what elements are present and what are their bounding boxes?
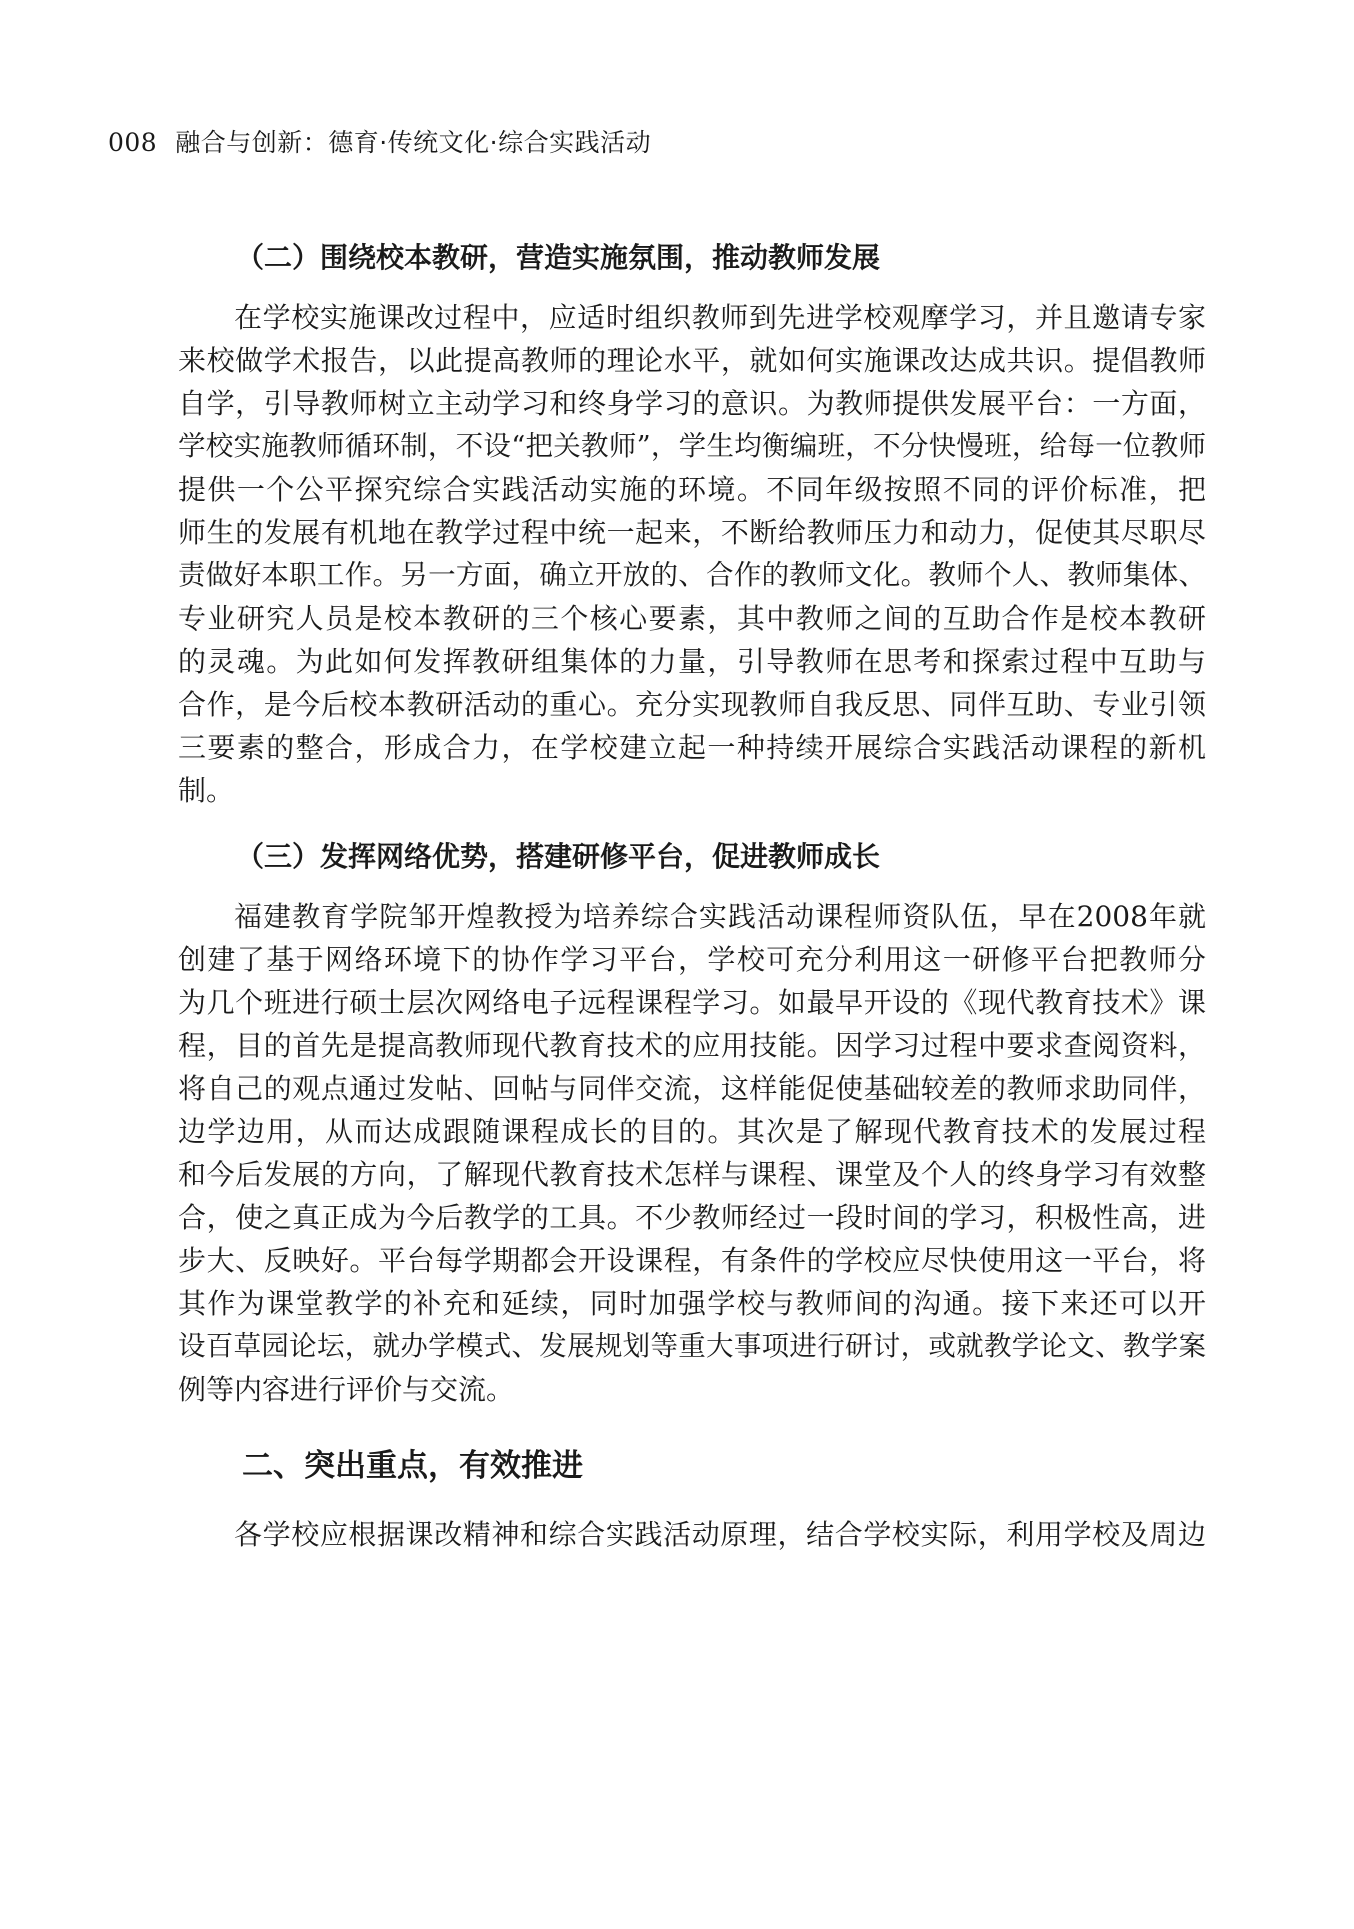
text-line: 和今后发展的方向，了解现代教育技术怎样与课程、课堂及个人的终身学习有效整 <box>178 1158 1206 1191</box>
text-line: 学校实施教师循环制，不设“把关教师”，学生均衡编班，不分快慢班，给每一位教师 <box>178 430 1206 462</box>
text-line: 提供一个公平探究综合实践活动实施的环境。不同年级按照不同的评价标准，把 <box>178 473 1206 506</box>
text-line: 责做好本职工作。另一方面，确立开放的、合作的教师文化。教师个人、教师集体、 <box>178 559 1206 591</box>
text-line: 自学，引导教师树立主动学习和终身学习的意识。为教师提供发展平台：一方面， <box>178 387 1206 420</box>
paragraph-teaching-research <box>178 296 1206 812</box>
text-line: 专业研究人员是校本教研的三个核心要素，其中教师之间的互助合作是校本教研 <box>178 602 1206 635</box>
text-line: 其作为课堂教学的补充和延续，同时加强学校与教师间的沟通。接下来还可以开 <box>178 1287 1206 1320</box>
text-line: 师生的发展有机地在教学过程中统一起来，不断给教师压力和动力，促使其尽职尽 <box>178 516 1206 549</box>
text-line: 来校做学术报告，以此提高教师的理论水平，就如何实施课改达成共识。提倡教师 <box>178 344 1206 377</box>
text-line: 制。 <box>178 774 235 807</box>
paragraph-online-platform <box>178 895 1206 1411</box>
text-line: 为几个班进行硕士层次网络电子远程课程学习。如最早开设的《现代教育技术》课 <box>178 986 1206 1019</box>
section-heading-2: 二、突出重点，有效推进 <box>242 1448 583 1484</box>
text-line: 在学校实施课改过程中，应适时组织教师到先进学校观摩学习，并且邀请专家 <box>234 301 1206 334</box>
text-line: 设百草园论坛，就办学模式、发展规划等重大事项进行研讨，或就教学论文、教学案 <box>178 1330 1206 1362</box>
text-line: 合，使之真正成为今后教学的工具。不少教师经过一段时间的学习，积极性高，进 <box>178 1201 1206 1234</box>
text-line: 边学边用，从而达成跟随课程成长的目的。其次是了解现代教育技术的发展过程 <box>178 1115 1206 1148</box>
text-line: 程，目的首先是提高教师现代教育技术的应用技能。因学习过程中要求查阅资料， <box>178 1029 1206 1062</box>
subsection-heading-2: （二）围绕校本教研，营造实施氛围，推动教师发展 <box>236 241 881 274</box>
text-line: 各学校应根据课改精神和综合实践活动原理，结合学校实际，利用学校及周边 <box>234 1518 1206 1551</box>
text-line: 将自己的观点通过发帖、回帖与同伴交流，这样能促使基础较差的教师求助同伴， <box>178 1072 1206 1105</box>
subsection-heading-3: （三）发挥网络优势，搭建研修平台，促进教师成长 <box>236 840 881 873</box>
paragraph-key-points <box>178 1513 1206 1556</box>
text-line: 合作，是今后校本教研活动的重心。充分实现教师自我反思、同伴互助、专业引领 <box>178 688 1206 721</box>
text-line: 创建了基于网络环境下的协作学习平台，学校可充分利用这一研修平台把教师分 <box>178 943 1206 976</box>
running-header <box>108 126 651 160</box>
text-line: 三要素的整合，形成合力，在学校建立起一种持续开展综合实践活动课程的新机 <box>178 731 1206 764</box>
text-line: 步大、反映好。平台每学期都会开设课程，有条件的学校应尽快使用这一平台，将 <box>178 1244 1206 1277</box>
book-title: 融合与创新：德育·传统文化·综合实践活动 <box>175 128 652 157</box>
page-body <box>178 233 1206 1556</box>
text-line: 的灵魂。为此如何发挥教研组集体的力量，引导教师在思考和探索过程中互助与 <box>178 645 1206 678</box>
text-line: 例等内容进行评价与交流。 <box>178 1373 515 1406</box>
text-line: 福建教育学院邹开煌教授为培养综合实践活动课程师资队伍，早在2008年就 <box>234 900 1206 933</box>
page-number: 008 <box>108 128 158 157</box>
